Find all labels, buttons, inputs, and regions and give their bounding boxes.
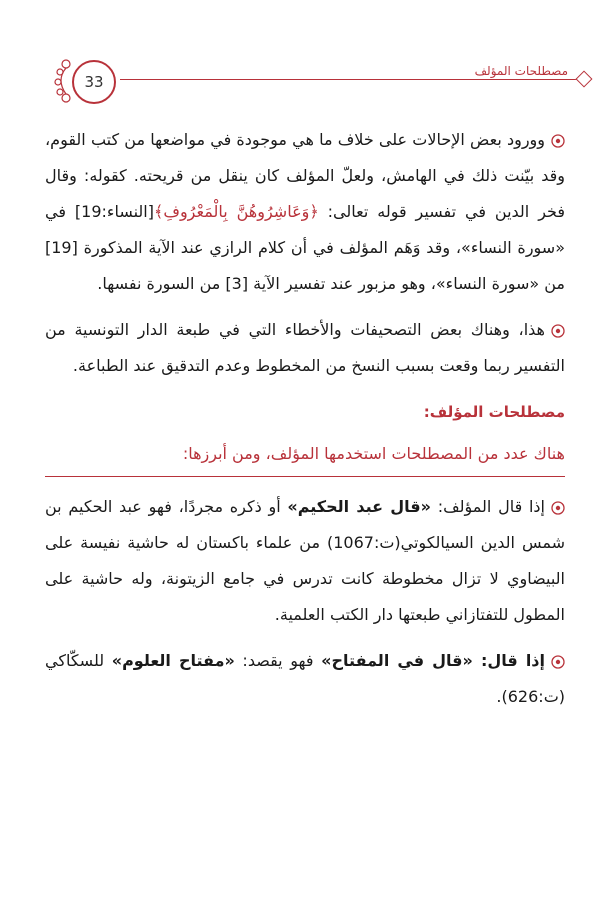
item-text: أو ذكره مجردًا، فهو عبد الحكيم بن شمس الدين السيالكوتي(ت:1067) من علماء باكستان له حاشية نفيسة على البيضاوي لا تزال مخطوطة كانت تدرس في جامع الزيتونة، وله حاشية على المطول للتفتازاني طبعتها دار الكتب العلمية. (45, 497, 565, 624)
paragraph-text: [النساء:19] في «سورة النساء»، وقد وَهَم المؤلف في أن كلام الرازي عند الآية المذكورة [19] من «سورة النساء»، وهو مزبور عند تفسير الآية [3] من السورة نفسها. (45, 202, 565, 293)
page-number: 33 (72, 60, 116, 104)
page-number-badge (50, 52, 112, 108)
flower-bullet-icon (551, 324, 565, 338)
header-rule (120, 79, 582, 80)
section-heading: مصطلحات المؤلف: (423, 403, 565, 421)
header-diamond-ornament (576, 71, 593, 88)
item-term: «قال في المفتاح» (321, 651, 473, 670)
flower-bullet-icon (551, 655, 565, 669)
section-intro: هناك عدد من المصطلحات استخدمها المؤلف، ومن أبرزها: (45, 436, 565, 477)
item-term: «قال عبد الحكيم» (287, 497, 431, 516)
item-text: للسكّاكي (ت:626). (45, 651, 565, 706)
paragraph-text: هذا، وهناك بعض التصحيفات والأخطاء التي في طبعة الدار التونسية من التفسير ربما وقعت بسبب النسخ من المخطوط وعدم التدقيق عند الطباعة. (45, 320, 565, 375)
paragraph-references (45, 122, 565, 302)
term-item-miftah (45, 643, 565, 715)
paragraph-text: وورود بعض الإحالات على خلاف ما هي موجودة في مواضعها من كتب القوم، وقد بيّنت ذلك في الهامش، ولعلّ المؤلف كان ينقل من قريحته. كقوله: وقال فخر الدين في تفسير قوله تعالى: (45, 130, 565, 221)
item-lead: إذا قال: (472, 651, 545, 670)
item-reference: «مفتاح العلوم» (111, 651, 235, 670)
running-title: مصطلحات المؤلف (471, 64, 572, 78)
term-item-abdulhakim (45, 489, 565, 633)
flower-bullet-icon (551, 134, 565, 148)
item-lead: إذا قال المؤلف: (430, 497, 545, 516)
page-header (50, 52, 590, 108)
quran-verse: ﴿وَعَاشِرُوهُنَّ بِالْمَعْرُوفِ﴾ (153, 202, 319, 221)
paragraph-errata (45, 312, 565, 384)
flower-bullet-icon (551, 501, 565, 515)
item-text: فهو يقصد: (234, 651, 322, 670)
page-body (45, 122, 565, 725)
